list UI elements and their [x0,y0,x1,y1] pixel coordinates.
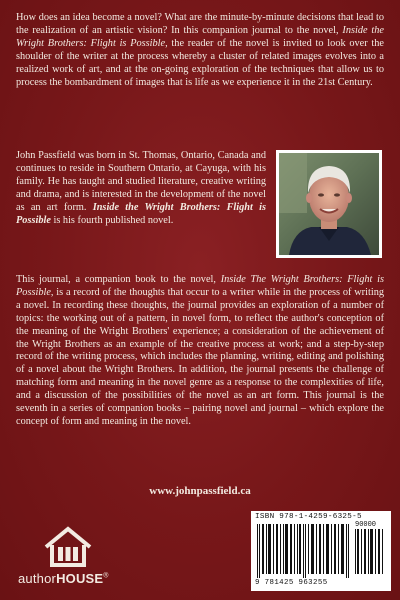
registered-mark: ® [103,572,109,580]
website-url: www.johnpassfield.ca [149,485,251,497]
journal-text-cont: , is a record of the thoughts that occur to a writer while in the process of writing a novel. In recording these thoughts, the journal provides an exploration of a number of topics: the working out of a pattern, in novel form, to reflect the author's conception of the meaning of the Wright Brothers' experience; a consideration of the achievement of the Wright Brothers as an example of the creative process at work; and a step-by-step record of the writing process, which includes the planning, writing, editing and polishing of a novel about the Wright Brothers. In addition, the journal presents the challenge of matching form and meaning in the novel genre as a response to the complexities of life, and a discussion of the possibilities of the novel as an art form. This journal is the seventh in a series of companion books – pairing novel and journal – which explore the concept of form and meaning in the novel. [16,286,384,427]
journal-book-title: Inside The Wright Brothers: Flight is Possible [16,274,384,298]
author-bio [16,150,266,227]
publisher-name-part2: HOUSE [56,571,104,586]
price-code: 90000 [355,521,377,529]
intro-book-title: Inside the Wright Brothers: Flight is Possible, [16,24,384,49]
author-portrait-image [279,153,379,255]
journal-text: This journal, a companion book to the novel, [16,274,221,285]
intro-text: How does an idea become a novel? What are the minute-by-minute decisions that lead to the realization of an artistic vision? In this companion journal to the novel, [16,12,384,36]
journal-paragraph [16,274,384,429]
author-photo [276,150,382,258]
ean-number: 9 781425 963255 [255,579,328,587]
ean-barcode-bars [257,524,351,578]
intro-text-cont: the reader of the novel is invited to look over the shoulder of the writer at the process whereby a cluster of related images evolves into a realized work of art, and at the on-going exploration of the techniques that allow us to process the bombardment of images that is life as we experience it in the 21st Century. [16,37,385,88]
intro-paragraph [16,12,384,89]
price-addon-bars [355,529,385,574]
isbn-text: ISBN 978-1-4259-6325-5 [255,513,362,521]
publisher-name [18,571,109,586]
isbn-barcode [251,511,391,591]
bio-book-title: Inside the Wright Brothers: Flight is Possible [16,201,266,226]
bio-text-cont: is his fourth published novel. [50,214,174,226]
bio-text: John Passfield was born in St. Thomas, Ontario, Canada and continues to reside in Southern Ontario, at Cayuga, with his family. He has taught and studied literature, creative writing and drama, and is interested in the development of the novel as an art form. [16,150,266,213]
publisher-name-part1: author [18,571,57,586]
house-book-icon [40,525,96,569]
publisher-logo [18,525,128,590]
